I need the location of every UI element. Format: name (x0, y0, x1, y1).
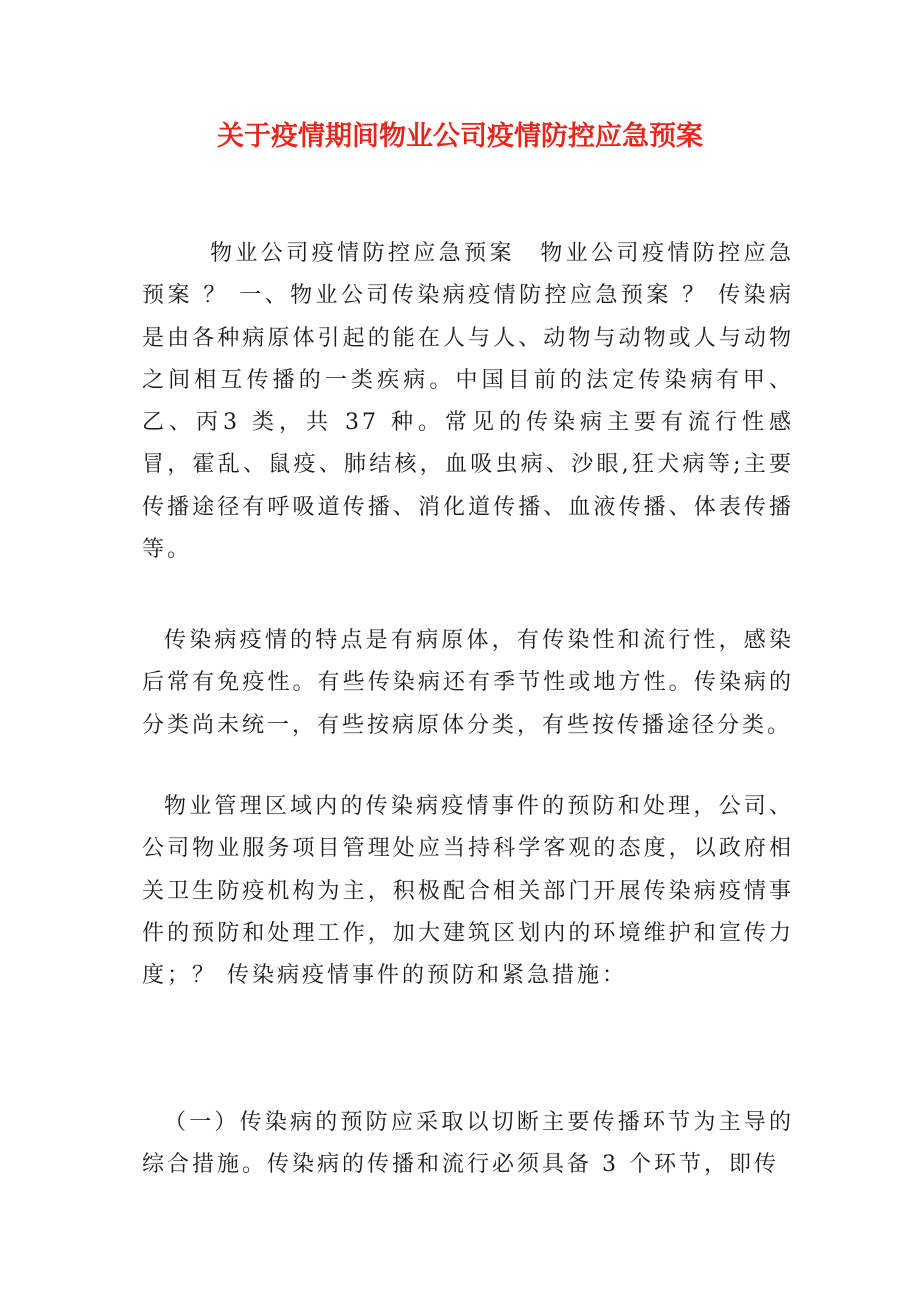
paragraph-prevention: （一）传染病的预防应采取以切断主要传播环节为主导的综合措施。传染病的传播和流行必须具备 3 个环节，即传 (142, 1110, 794, 1178)
paragraph-intro: 物业公司疫情防控应急预案 物业公司疫情防控应急预案 ？ 一、物业公司传染病疫情防控应急预案 ？ 传染病是由各种病原体引起的能在人与人、动物与动物或人与动物之间相互传播的一类疾病。中国目前的法定传染病有甲、乙、丙3 类，共 37 种。常见的传染病主要有流行性感冒，霍乱、鼠疫、肺结核，血吸虫病、沙眼,狂犬病等;主要传播途径有呼吸道传播、消化道传播、血液传播、体表传播等。 (142, 241, 794, 563)
paragraph-features: 传染病疫情的特点是有病原体，有传染性和流行性，感染后常有免疫性。有些传染病还有季节性或地方性。传染病的分类尚未统一，有些按病原体分类，有些按传播途径分类。 (142, 628, 794, 738)
paragraph-management: 物业管理区域内的传染病疫情事件的预防和处理，公司、公司物业服务项目管理处应当持科学客观的态度，以政府相关卫生防疫机构为主，积极配合相关部门开展传染病疫情事件的预防和处理工作，加大建筑区划内的环境维护和宣传力度；？ 传染病疫情事件的预防和紧急措施： (142, 794, 794, 989)
document-title: 关于疫情期间物业公司疫情防控应急预案 (217, 121, 703, 152)
